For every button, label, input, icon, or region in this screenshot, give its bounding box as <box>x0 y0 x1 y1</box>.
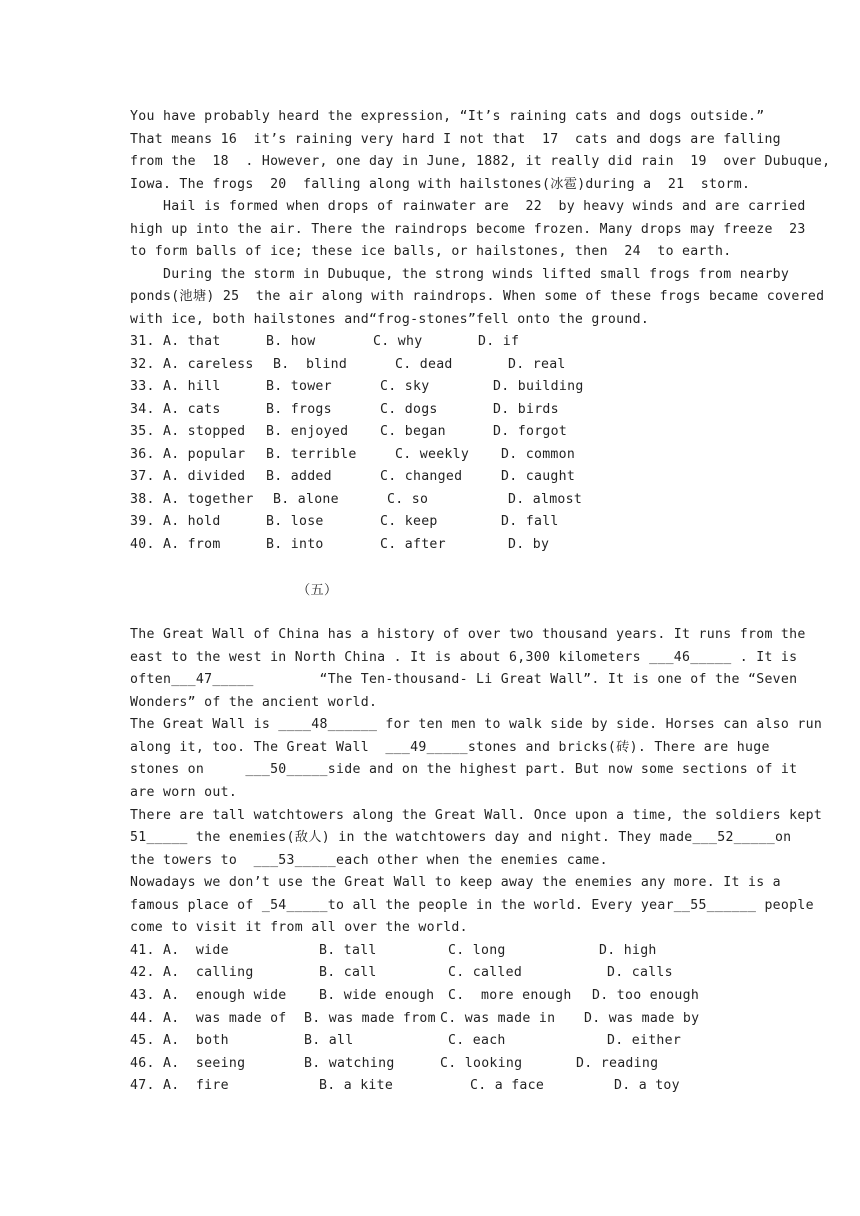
option-a: 31. A. that <box>130 334 221 349</box>
option-d: D. caught <box>501 469 576 484</box>
passage-line: from the 18 . However, one day in June, 1882, it really did rain 19 over Dubuque, <box>130 154 831 169</box>
option-b: B. blind <box>273 357 348 372</box>
option-a: 43. A. enough wide <box>130 988 287 1003</box>
option-b: B. call <box>319 965 377 980</box>
question-row <box>130 940 750 962</box>
passage-line: the towers to ___53_____each other when the enemies came. <box>130 853 608 868</box>
option-a: 44. A. was made of <box>130 1011 287 1026</box>
passage-line: along it, too. The Great Wall ___49_____stones and bricks(砖). There are huge <box>130 740 770 755</box>
option-d: D. common <box>501 447 576 462</box>
option-b: B. how <box>266 334 316 349</box>
option-a: 34. A. cats <box>130 402 221 417</box>
option-c: C. why <box>373 334 423 349</box>
question-row <box>130 489 750 511</box>
option-b: B. wide enough <box>319 988 435 1003</box>
passage-line: That means 16 it’s raining very hard I not that 17 cats and dogs are falling <box>130 132 781 147</box>
question-row <box>130 1075 750 1097</box>
option-c: C. looking <box>440 1056 523 1071</box>
section-heading: （五） <box>297 583 338 598</box>
option-a: 41. A. wide <box>130 943 229 958</box>
option-d: D. almost <box>508 492 583 507</box>
option-c: C. called <box>448 965 523 980</box>
option-a: 38. A. together <box>130 492 254 507</box>
option-a: 39. A. hold <box>130 514 221 529</box>
option-d: D. either <box>607 1033 682 1048</box>
option-c: C. a face <box>470 1078 545 1093</box>
passage-line: ponds(池塘) 25 the air along with raindrops. When some of these frogs became covered <box>130 289 825 304</box>
option-b: B. tall <box>319 943 377 958</box>
passage-line: are worn out. <box>130 785 238 800</box>
option-c: C. after <box>380 537 446 552</box>
passage-line: The Great Wall is ____48______ for ten men to walk side by side. Horses can also run <box>130 717 823 732</box>
passage-line: Hail is formed when drops of rainwater are 22 by heavy winds and are carried <box>130 199 806 214</box>
option-b: B. into <box>266 537 324 552</box>
option-b: B. enjoyed <box>266 424 349 439</box>
option-c: C. sky <box>380 379 430 394</box>
option-d: D. fall <box>501 514 559 529</box>
option-d: D. calls <box>607 965 673 980</box>
option-c: C. was made in <box>440 1011 556 1026</box>
question-row <box>130 399 750 421</box>
option-b: B. alone <box>273 492 339 507</box>
passage-line: During the storm in Dubuque, the strong winds lifted small frogs from nearby <box>130 267 790 282</box>
passage-line: come to visit it from all over the world. <box>130 920 468 935</box>
question-row <box>130 1008 750 1030</box>
passage-line: There are tall watchtowers along the Great Wall. Once upon a time, the soldiers kept <box>130 808 823 823</box>
passage-line: You have probably heard the expression, “It’s raining cats and dogs outside.” <box>130 109 765 124</box>
question-row <box>130 962 750 984</box>
question-row <box>130 331 750 353</box>
passage-line: to form balls of ice; these ice balls, or hailstones, then 24 to earth. <box>130 244 732 259</box>
option-c: C. weekly <box>395 447 470 462</box>
option-d: D. high <box>599 943 657 958</box>
option-c: C. each <box>448 1033 506 1048</box>
passage-line: Wonders” of the ancient world. <box>130 695 378 710</box>
question-row <box>130 466 750 488</box>
option-a: 37. A. divided <box>130 469 246 484</box>
passage-line: Nowadays we don’t use the Great Wall to keep away the enemies any more. It is a <box>130 875 781 890</box>
question-row <box>130 421 750 443</box>
question-row <box>130 534 750 556</box>
option-d: D. was made by <box>584 1011 700 1026</box>
passage-line: often___47_____ “The Ten-thousand- Li Great Wall”. It is one of the “Seven <box>130 672 798 687</box>
question-row <box>130 1030 750 1052</box>
option-a: 42. A. calling <box>130 965 254 980</box>
passage-line: east to the west in North China . It is about 6,300 kilometers ___46_____ . It is <box>130 650 798 665</box>
option-d: D. a toy <box>614 1078 680 1093</box>
option-c: C. changed <box>380 469 463 484</box>
passage-line: Iowa. The frogs 20 falling along with hailstones(冰雹)during a 21 storm. <box>130 177 751 192</box>
option-d: D. forgot <box>493 424 568 439</box>
option-a: 47. A. fire <box>130 1078 229 1093</box>
option-c: C. keep <box>380 514 438 529</box>
passage-line: The Great Wall of China has a history of over two thousand years. It runs from the <box>130 627 806 642</box>
option-d: D. by <box>508 537 550 552</box>
question-row <box>130 511 750 533</box>
option-b: B. tower <box>266 379 332 394</box>
option-a: 40. A. from <box>130 537 221 552</box>
option-a: 45. A. both <box>130 1033 229 1048</box>
option-d: D. if <box>478 334 520 349</box>
option-b: B. lose <box>266 514 324 529</box>
option-b: B. frogs <box>266 402 332 417</box>
question-row <box>130 354 750 376</box>
option-d: D. real <box>508 357 566 372</box>
option-c: C. long <box>448 943 506 958</box>
passage-line: famous place of _54_____to all the people in the world. Every year__55______ people <box>130 898 814 913</box>
option-d: D. reading <box>576 1056 659 1071</box>
option-a: 32. A. careless <box>130 357 254 372</box>
option-c: C. dead <box>395 357 453 372</box>
option-a: 36. A. popular <box>130 447 246 462</box>
passage-line: stones on ___50_____side and on the highest part. But now some sections of it <box>130 762 798 777</box>
option-b: B. a kite <box>319 1078 394 1093</box>
option-a: 46. A. seeing <box>130 1056 246 1071</box>
question-row <box>130 444 750 466</box>
option-c: C. so <box>387 492 429 507</box>
option-b: B. was made from <box>304 1011 436 1026</box>
passage-line: high up into the air. There the raindrops become frozen. Many drops may freeze 23 <box>130 222 806 237</box>
option-a: 33. A. hill <box>130 379 221 394</box>
option-d: D. birds <box>493 402 559 417</box>
option-c: C. began <box>380 424 446 439</box>
option-c: C. more enough <box>448 988 572 1003</box>
passage-line: with ice, both hailstones and“frog-stones”fell onto the ground. <box>130 312 650 327</box>
option-b: B. terrible <box>266 447 357 462</box>
option-a: 35. A. stopped <box>130 424 246 439</box>
option-b: B. watching <box>304 1056 395 1071</box>
option-d: D. building <box>493 379 584 394</box>
option-b: B. added <box>266 469 332 484</box>
passage-line: 51_____ the enemies(敌人) in the watchtowers day and night. They made___52_____on <box>130 830 792 845</box>
question-row <box>130 376 750 398</box>
option-c: C. dogs <box>380 402 438 417</box>
option-d: D. too enough <box>592 988 700 1003</box>
question-row <box>130 1053 750 1075</box>
option-b: B. all <box>304 1033 354 1048</box>
question-row <box>130 985 750 1007</box>
